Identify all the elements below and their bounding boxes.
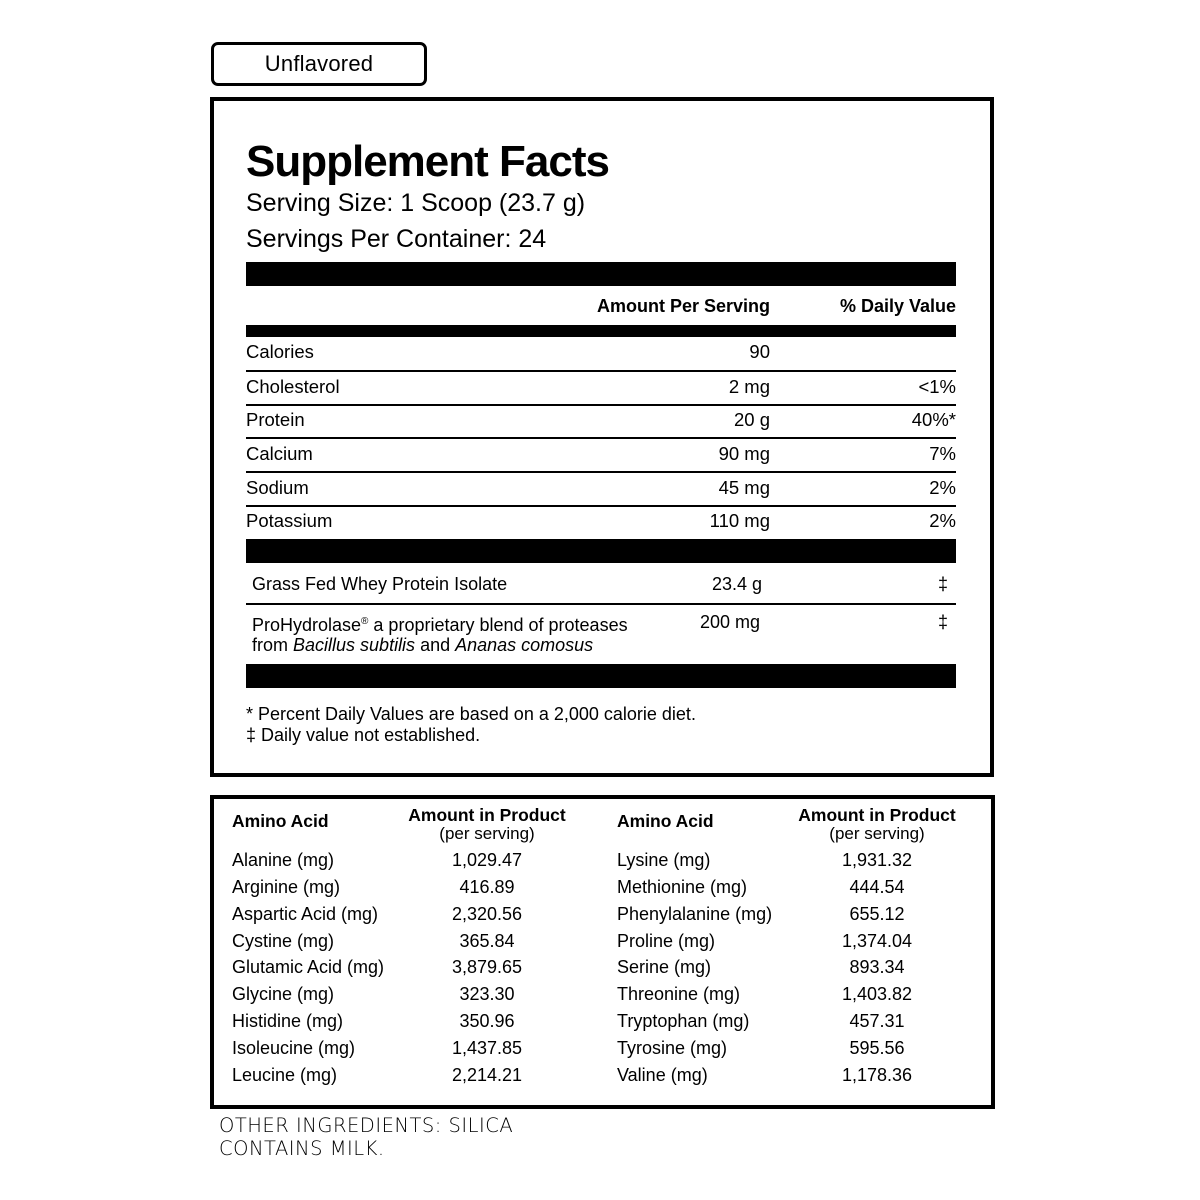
footnote-not-established: ‡ Daily value not established. bbox=[246, 725, 481, 745]
amino-header-name: Amino Acid bbox=[617, 811, 714, 831]
ingredient-row-whey bbox=[252, 574, 956, 595]
nutrient-amount: 90 bbox=[749, 341, 770, 362]
ingredient-source-species: Ananas comosus bbox=[455, 635, 594, 655]
nutrient-dv: 2% bbox=[929, 477, 956, 498]
amino-value: 1,931.32 bbox=[841, 850, 913, 870]
nutrient-row-calories bbox=[246, 337, 956, 370]
amino-value: 595.56 bbox=[849, 1038, 905, 1058]
amino-name: Tyrosine (mg) bbox=[617, 1038, 728, 1058]
ingredient-dv: ‡ bbox=[937, 612, 948, 632]
nutrient-dv: 7% bbox=[929, 443, 956, 464]
amino-value: 350.96 bbox=[459, 1011, 515, 1031]
nutrient-name: Cholesterol bbox=[246, 376, 340, 397]
amino-name: Proline (mg) bbox=[617, 931, 716, 951]
amino-name: Glycine (mg) bbox=[232, 984, 335, 1004]
allergen-statement: CONTAINS MILK. bbox=[219, 1137, 385, 1160]
amino-name: Leucine (mg) bbox=[232, 1065, 338, 1085]
supplement-facts-panel bbox=[210, 97, 994, 777]
nutrient-name: Calories bbox=[246, 341, 314, 362]
amino-value: 1,437.85 bbox=[451, 1038, 523, 1058]
ingredient-source-text: and bbox=[415, 635, 456, 655]
registered-mark: ® bbox=[361, 616, 369, 627]
amino-value: 2,214.21 bbox=[451, 1065, 523, 1085]
amino-value: 893.34 bbox=[849, 957, 905, 977]
nutrient-row-sodium bbox=[246, 473, 956, 506]
nutrient-dv: 40%* bbox=[911, 409, 956, 430]
ingredient-amount: 200 mg bbox=[700, 612, 761, 632]
amino-value: 444.54 bbox=[849, 877, 905, 897]
ingredient-name: Grass Fed Whey Protein Isolate bbox=[252, 574, 508, 594]
nutrient-amount: 2 mg bbox=[728, 376, 770, 397]
nutrient-amount: 90 mg bbox=[718, 443, 770, 464]
nutrient-dv: 2% bbox=[929, 510, 956, 531]
amino-value: 1,029.47 bbox=[451, 850, 523, 870]
amino-name: Glutamic Acid (mg) bbox=[232, 957, 385, 977]
nutrient-row-protein bbox=[246, 405, 956, 438]
ingredient-source-species: Bacillus subtilis bbox=[293, 635, 416, 655]
nutrient-row-calcium bbox=[246, 439, 956, 472]
nutrient-name: Sodium bbox=[246, 477, 309, 498]
amino-value: 3,879.65 bbox=[451, 957, 523, 977]
amino-name: Lysine (mg) bbox=[617, 850, 711, 870]
other-ingredients-block bbox=[219, 1114, 513, 1160]
footnote-daily-values: * Percent Daily Values are based on a 2,000 calorie diet. bbox=[246, 704, 696, 724]
amino-name: Threonine (mg) bbox=[617, 984, 741, 1004]
row-divider bbox=[246, 603, 956, 605]
amino-value: 416.89 bbox=[459, 877, 515, 897]
nutrient-name: Potassium bbox=[246, 510, 333, 531]
nutrient-row-cholesterol bbox=[246, 372, 956, 405]
amino-value: 323.30 bbox=[459, 984, 515, 1004]
amino-acid-panel bbox=[210, 795, 995, 1109]
flavor-text: Unflavored bbox=[264, 51, 374, 76]
nutrient-name: Calcium bbox=[246, 443, 313, 464]
amino-name: Tryptophan (mg) bbox=[617, 1011, 750, 1031]
amino-value: 655.12 bbox=[849, 904, 905, 924]
amino-name: Isoleucine (mg) bbox=[232, 1038, 356, 1058]
amino-value: 457.31 bbox=[849, 1011, 905, 1031]
nutrient-row-potassium bbox=[246, 506, 956, 539]
nutrient-amount: 20 g bbox=[733, 409, 770, 430]
amino-value: 2,320.56 bbox=[451, 904, 523, 924]
header-daily-value: % Daily Value bbox=[839, 296, 956, 316]
ingredient-source-text: from bbox=[252, 635, 294, 655]
facts-title: Supplement Facts bbox=[246, 137, 609, 186]
thick-divider bbox=[246, 539, 956, 563]
ingredient-row-prohydrolase bbox=[252, 612, 956, 655]
amino-name: Cystine (mg) bbox=[232, 931, 335, 951]
amino-name: Alanine (mg) bbox=[232, 850, 335, 870]
flavor-label bbox=[211, 42, 427, 86]
thick-divider bbox=[246, 664, 956, 688]
serving-size: Serving Size: 1 Scoop (23.7 g) bbox=[246, 189, 586, 217]
amino-name: Serine (mg) bbox=[617, 957, 712, 977]
amino-name: Arginine (mg) bbox=[232, 877, 341, 897]
ingredient-name: ProHydrolase bbox=[252, 615, 362, 635]
amino-name: Histidine (mg) bbox=[232, 1011, 344, 1031]
amino-header-sub: (per serving) bbox=[829, 824, 925, 843]
amino-name: Aspartic Acid (mg) bbox=[232, 904, 379, 924]
amino-header-amount: Amount in Product bbox=[798, 805, 956, 825]
amino-header-amount: Amount in Product bbox=[408, 805, 566, 825]
ingredient-name-rest: a proprietary blend of proteases bbox=[368, 615, 628, 635]
amino-name: Valine (mg) bbox=[617, 1065, 708, 1085]
amino-value: 1,403.82 bbox=[841, 984, 913, 1004]
amino-value: 1,178.36 bbox=[841, 1065, 913, 1085]
ingredient-dv: ‡ bbox=[937, 574, 948, 594]
header-amount-per-serving: Amount Per Serving bbox=[596, 296, 770, 316]
other-ingredients: OTHER INGREDIENTS: SILICA bbox=[219, 1114, 514, 1137]
amino-value: 365.84 bbox=[459, 931, 515, 951]
amino-name: Methionine (mg) bbox=[617, 877, 748, 897]
servings-per-container: Servings Per Container: 24 bbox=[246, 225, 547, 253]
ingredient-amount: 23.4 g bbox=[712, 574, 763, 594]
amino-name: Phenylalanine (mg) bbox=[617, 904, 773, 924]
nutrient-amount: 45 mg bbox=[718, 477, 770, 498]
amino-value: 1,374.04 bbox=[841, 931, 913, 951]
nutrient-dv: <1% bbox=[918, 376, 956, 397]
nutrient-name: Protein bbox=[246, 409, 305, 430]
amino-header-name: Amino Acid bbox=[232, 811, 329, 831]
medium-divider bbox=[246, 325, 956, 337]
thick-divider bbox=[246, 262, 956, 286]
nutrient-amount: 110 mg bbox=[709, 510, 770, 531]
amino-header-sub: (per serving) bbox=[439, 824, 535, 843]
